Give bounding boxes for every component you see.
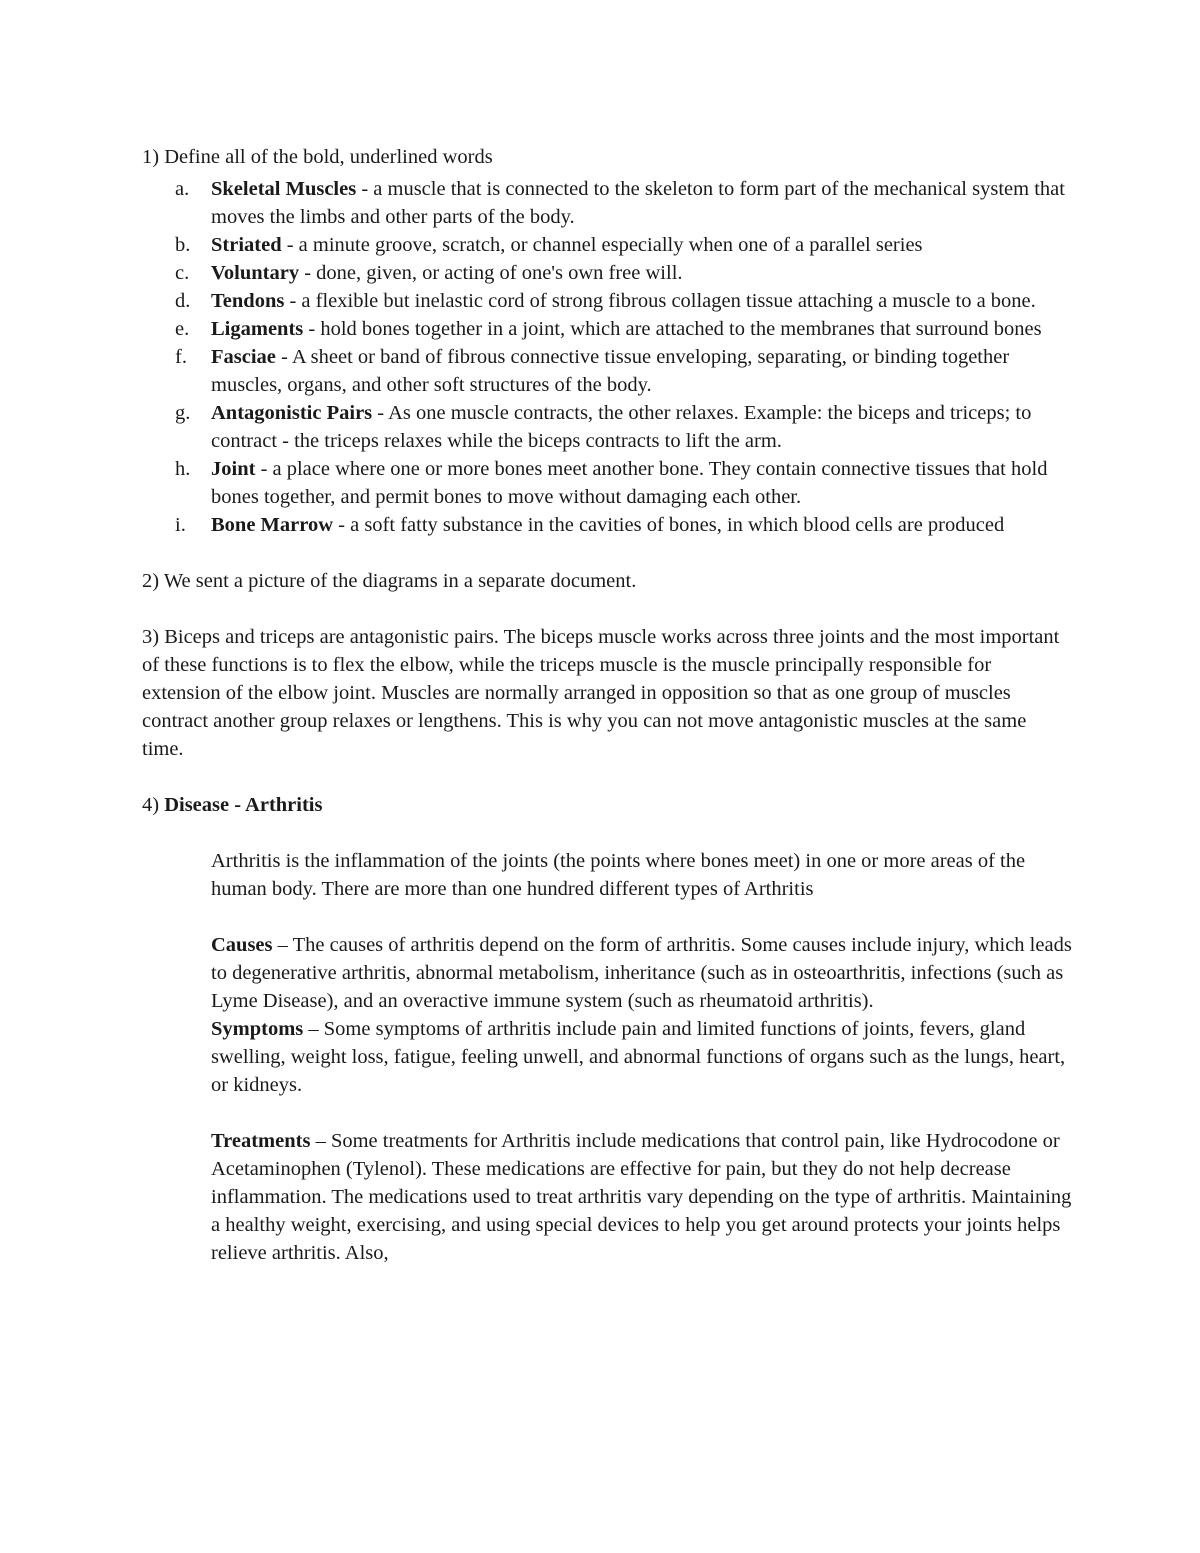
definition-item	[142, 259, 1072, 287]
question-2-answer: 2) We sent a picture of the diagrams in a separate document.	[142, 570, 637, 592]
definition-item	[142, 175, 1072, 231]
definition-text: - a minute groove, scratch, or channel especially when one of a parallel series	[281, 234, 923, 256]
definition-text: - As one muscle contracts, the other relaxes. Example: the biceps and triceps; to contract - the triceps relaxes while the biceps contracts to lift the arm.	[211, 402, 1032, 452]
causes-paragraph	[211, 931, 1072, 1015]
definition-text: - done, given, or acting of one's own free will.	[299, 262, 683, 284]
causes-text: – The causes of arthritis depend on the form of arthritis. Some causes include injury, which leads to degenerative arthritis, abnormal metabolism, inheritance (such as in osteoarthritis, infections (such as Lyme Disease), and an overactive immune system (such as rheumatoid arthritis).	[211, 934, 1072, 1012]
definition-term: Antagonistic Pairs	[211, 402, 373, 424]
list-marker: i.	[175, 514, 186, 536]
question-number: 4)	[142, 794, 165, 816]
definition-term: Fasciae	[211, 346, 276, 368]
symptoms-label: Symptoms	[211, 1018, 304, 1040]
symptoms-text: – Some symptoms of arthritis include pain and limited functions of joints, fevers, gland swelling, weight loss, fatigue, feeling unwell, and abnormal functions of organs such as the lungs, heart, or kidneys.	[211, 1018, 1066, 1096]
definition-list	[142, 175, 1072, 539]
question-4	[142, 791, 1072, 1267]
treatments-paragraph	[211, 1127, 1072, 1267]
definition-item	[142, 511, 1072, 539]
treatments-text: – Some treatments for Arthritis include medications that control pain, like Hydrocodone or Acetaminophen (Tylenol). These medications are effective for pain, but they do not help decrease inflammation. The medications used to treat arthritis vary depending on the type of arthritis. Maintaining a healthy weight, exercising, and using special devices to help you get around protects your joints helps relieve arthritis. Also,	[211, 1130, 1072, 1264]
list-marker: g.	[175, 402, 191, 424]
question-4-heading	[142, 791, 1072, 819]
definition-item	[142, 399, 1072, 455]
definition-term: Ligaments	[211, 318, 304, 340]
definition-item	[142, 343, 1072, 399]
list-marker: f.	[175, 346, 187, 368]
symptoms-paragraph	[211, 1015, 1072, 1099]
list-marker: c.	[175, 262, 190, 284]
definition-term: Bone Marrow	[211, 514, 334, 536]
definition-term: Tendons	[211, 290, 285, 312]
disease-heading: Disease - Arthritis	[164, 794, 323, 816]
definition-item	[142, 315, 1072, 343]
definition-term: Joint	[211, 458, 256, 480]
causes-label: Causes	[211, 934, 273, 956]
list-marker: h.	[175, 458, 191, 480]
list-marker: b.	[175, 234, 191, 256]
disease-details	[142, 847, 1072, 1267]
question-1-title: 1) Define all of the bold, underlined words	[142, 146, 493, 168]
definition-item	[142, 287, 1072, 315]
treatments-label: Treatments	[211, 1130, 311, 1152]
definition-text: - A sheet or band of fibrous connective tissue enveloping, separating, or binding together muscles, organs, and other soft structures of the body.	[211, 346, 1010, 396]
list-marker: e.	[175, 318, 190, 340]
definition-text: - a soft fatty substance in the cavities of bones, in which blood cells are produced	[333, 514, 1005, 536]
definition-term: Striated	[211, 234, 282, 256]
question-3-answer: 3) Biceps and triceps are antagonistic pairs. The biceps muscle works across three joints and the most important of these functions is to flex the elbow, while the triceps muscle is the muscle principally responsible for extension of the elbow joint. Muscles are normally arranged in opposition so that as one group of muscles contract another group relaxes or lengthens. This is why you can not move antagonistic muscles at the same time.	[142, 626, 1060, 760]
list-marker: d.	[175, 290, 191, 312]
definition-item	[142, 231, 1072, 259]
definition-text: - a place where one or more bones meet another bone. They contain connective tissues that hold bones together, and permit bones to move without damaging each other.	[211, 458, 1048, 508]
definition-text: - a flexible but inelastic cord of strong fibrous collagen tissue attaching a muscle to a bone.	[284, 290, 1036, 312]
document-page	[142, 143, 1072, 1267]
question-1	[142, 143, 1072, 539]
disease-intro: Arthritis is the inflammation of the joints (the points where bones meet) in one or more areas of the human body. There are more than one hundred different types of Arthritis	[211, 850, 1026, 900]
list-marker: a.	[175, 178, 190, 200]
definition-text: - hold bones together in a joint, which are attached to the membranes that surround bones	[303, 318, 1042, 340]
definition-item	[142, 455, 1072, 511]
definition-term: Voluntary	[211, 262, 300, 284]
definition-text: - a muscle that is connected to the skeleton to form part of the mechanical system that moves the limbs and other parts of the body.	[211, 178, 1065, 228]
definition-term: Skeletal Muscles	[211, 178, 357, 200]
